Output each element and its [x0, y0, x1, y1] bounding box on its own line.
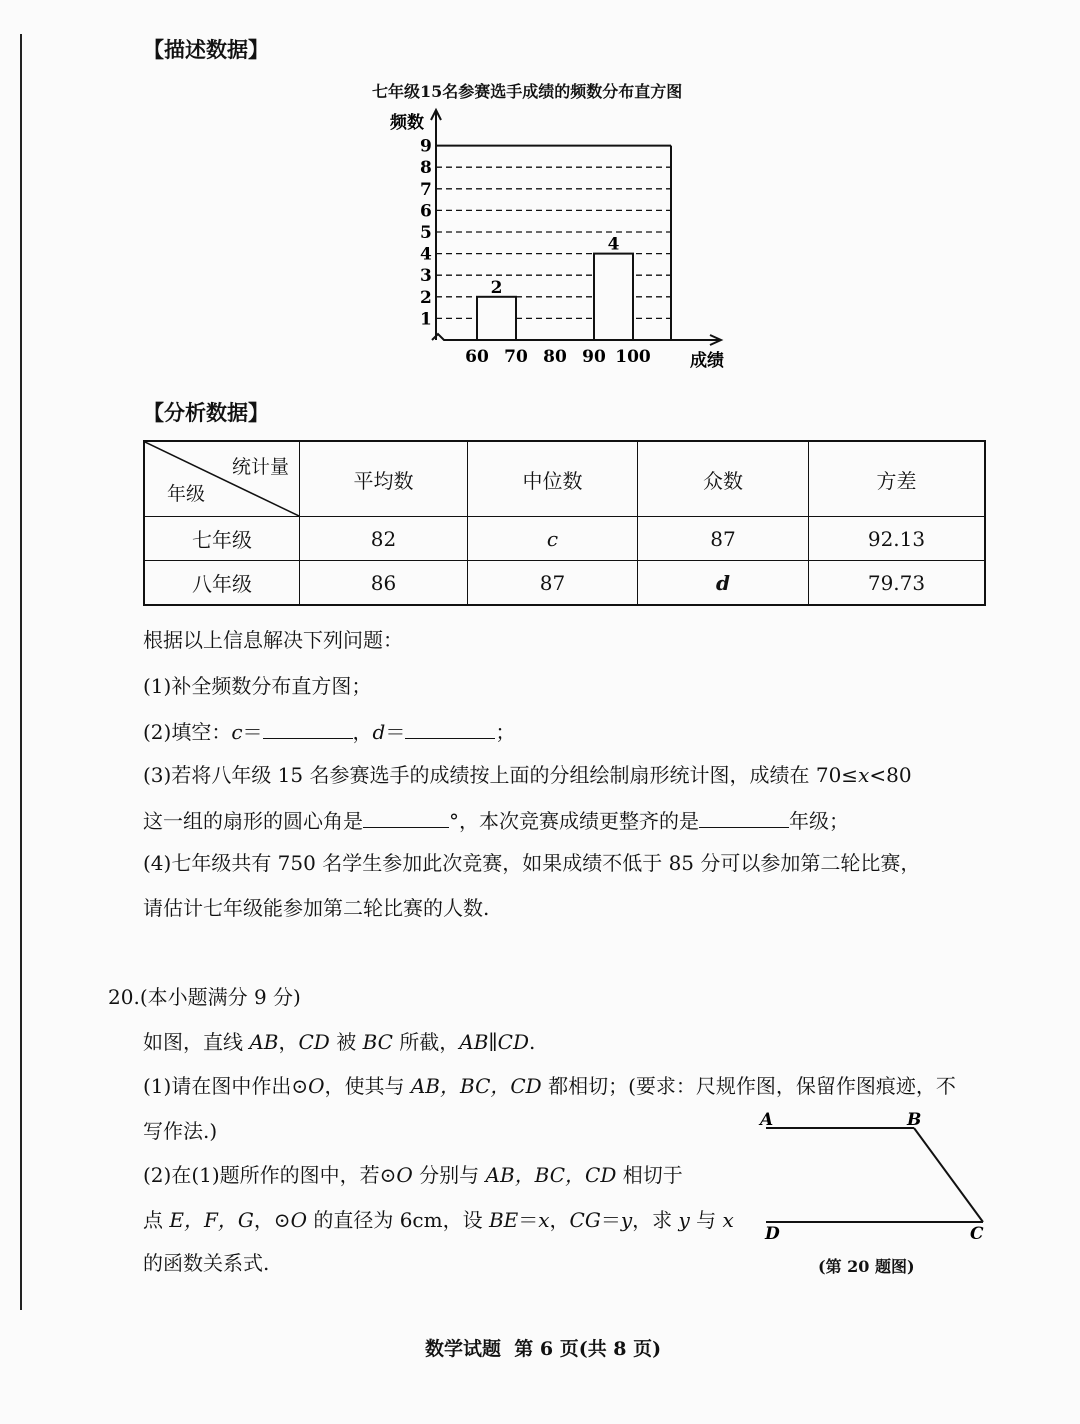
bar-value-label: 4 — [607, 234, 620, 255]
chart-title: 七年级15名参赛选手成绩的频数分布直方图 — [372, 82, 683, 101]
section-analyze-heading: 【分析数据】 — [143, 400, 269, 425]
page-margin-line — [20, 34, 22, 1310]
table-row — [144, 517, 985, 561]
x-tick-label: 70 — [504, 347, 528, 367]
frequency-histogram — [370, 104, 750, 374]
footer-subject: 数学试题 — [425, 1338, 502, 1360]
q20-part1-line2: 写作法.) — [143, 1119, 218, 1143]
q19-intro: 根据以上信息解决下列问题： — [143, 628, 403, 652]
footer-page-number: 第 6 页(共 8 页) — [514, 1338, 662, 1360]
q19-part3-line1: (3)若将八年级 15 名参赛选手的成绩按上面的分组绘制扇形统计图，成绩在 70≤x<80 — [143, 763, 912, 787]
table-row-grade: 七年级 — [144, 517, 300, 561]
y-tick-label: 2 — [420, 287, 432, 308]
x-tick-label: 90 — [582, 347, 606, 367]
y-tick-label: 1 — [420, 309, 432, 330]
table-cell: 87 — [468, 561, 638, 606]
q20-statement: 如图，直线 AB，CD 被 BC 所截，AB∥CD. — [143, 1030, 536, 1054]
table-cell: 79.73 — [809, 561, 986, 606]
y-tick-label: 9 — [420, 136, 432, 157]
y-tick-label: 3 — [420, 266, 432, 287]
q19-part4-line2: 请估计七年级能参加第二轮比赛的人数. — [143, 896, 490, 920]
y-tick-label: 8 — [420, 158, 432, 179]
statistics-table — [143, 440, 986, 606]
q19-part4-line1: (4)七年级共有 750 名学生参加此次竞赛，如果成绩不低于 85 分可以参加第二轮比赛， — [143, 851, 921, 875]
point-label-b: B — [907, 1110, 922, 1130]
y-tick-label: 6 — [420, 201, 432, 222]
table-cell: 86 — [300, 561, 468, 606]
answer-blank-angle[interactable] — [363, 809, 449, 828]
table-cell: 92.13 — [809, 517, 986, 561]
q20-number: 20. — [108, 985, 140, 1009]
x-tick-label: 80 — [543, 347, 567, 367]
table-cell: d — [638, 561, 809, 606]
q20-header — [108, 987, 301, 1007]
point-label-a: A — [760, 1110, 774, 1130]
table-corner-cell — [144, 441, 300, 517]
chart-y-axis-label: 频数 — [390, 113, 424, 133]
table-cell: 87 — [638, 517, 809, 561]
table-header-variance: 方差 — [809, 441, 986, 517]
table-cell: c — [468, 517, 638, 561]
point-label-d: D — [765, 1224, 780, 1240]
histogram-bar — [594, 254, 633, 340]
answer-blank-grade[interactable] — [699, 809, 789, 828]
table-corner-top: 统计量 — [231, 456, 289, 478]
x-tick-label: 100 — [615, 347, 651, 367]
page-footer — [425, 1334, 661, 1361]
table-row-grade: 八年级 — [144, 561, 300, 606]
q20-part2-line2: 点 E，F，G，⊙O 的直径为 6cm，设 BE＝x，CG＝y，求 y 与 x — [143, 1208, 734, 1232]
y-tick-label: 5 — [420, 223, 432, 243]
y-tick-label: 7 — [420, 179, 432, 200]
q20-part2-line3: 的函数关系式. — [143, 1251, 270, 1275]
axis-break-mark — [432, 334, 448, 340]
table-header-median: 中位数 — [468, 441, 638, 517]
answer-blank-c[interactable] — [263, 720, 353, 739]
q19-part3-line2: 这一组的扇形的圆心角是 °，本次竞赛成绩更整齐的是 年级； — [143, 809, 849, 833]
table-corner-bottom: 年级 — [167, 483, 206, 505]
q19-part2: (2)填空：c＝ ，d＝ ； — [143, 720, 516, 744]
y-tick-label: 4 — [420, 244, 432, 265]
q20-figure-caption: (第 20 题图) — [818, 1257, 915, 1276]
bar-value-label: 2 — [490, 277, 503, 298]
q20-part1-line1: (1)请在图中作出⊙O，使其与 AB，BC，CD 都相切；(要求：尺规作图，保留作图痕迹，不 — [143, 1074, 956, 1098]
q20-score: (本小题满分 9 分) — [139, 985, 301, 1009]
histogram-bar — [477, 297, 516, 340]
x-tick-label: 60 — [465, 347, 489, 367]
table-cell: 82 — [300, 517, 468, 561]
answer-blank-d[interactable] — [405, 720, 495, 739]
point-label-c: C — [970, 1224, 984, 1240]
table-header-mean: 平均数 — [300, 441, 468, 517]
q20-part2-line1: (2)在(1)题所作的图中，若⊙O 分别与 AB，BC，CD 相切于 — [143, 1163, 683, 1187]
section-describe-heading: 【描述数据】 — [143, 37, 269, 62]
q20-geometry-figure — [752, 1105, 1002, 1240]
line-bc — [914, 1128, 983, 1222]
table-header-mode: 众数 — [638, 441, 809, 517]
q19-part1: (1)补全频数分布直方图； — [143, 674, 372, 698]
chart-x-axis-label: 成绩 — [690, 351, 724, 371]
table-row — [144, 561, 985, 606]
